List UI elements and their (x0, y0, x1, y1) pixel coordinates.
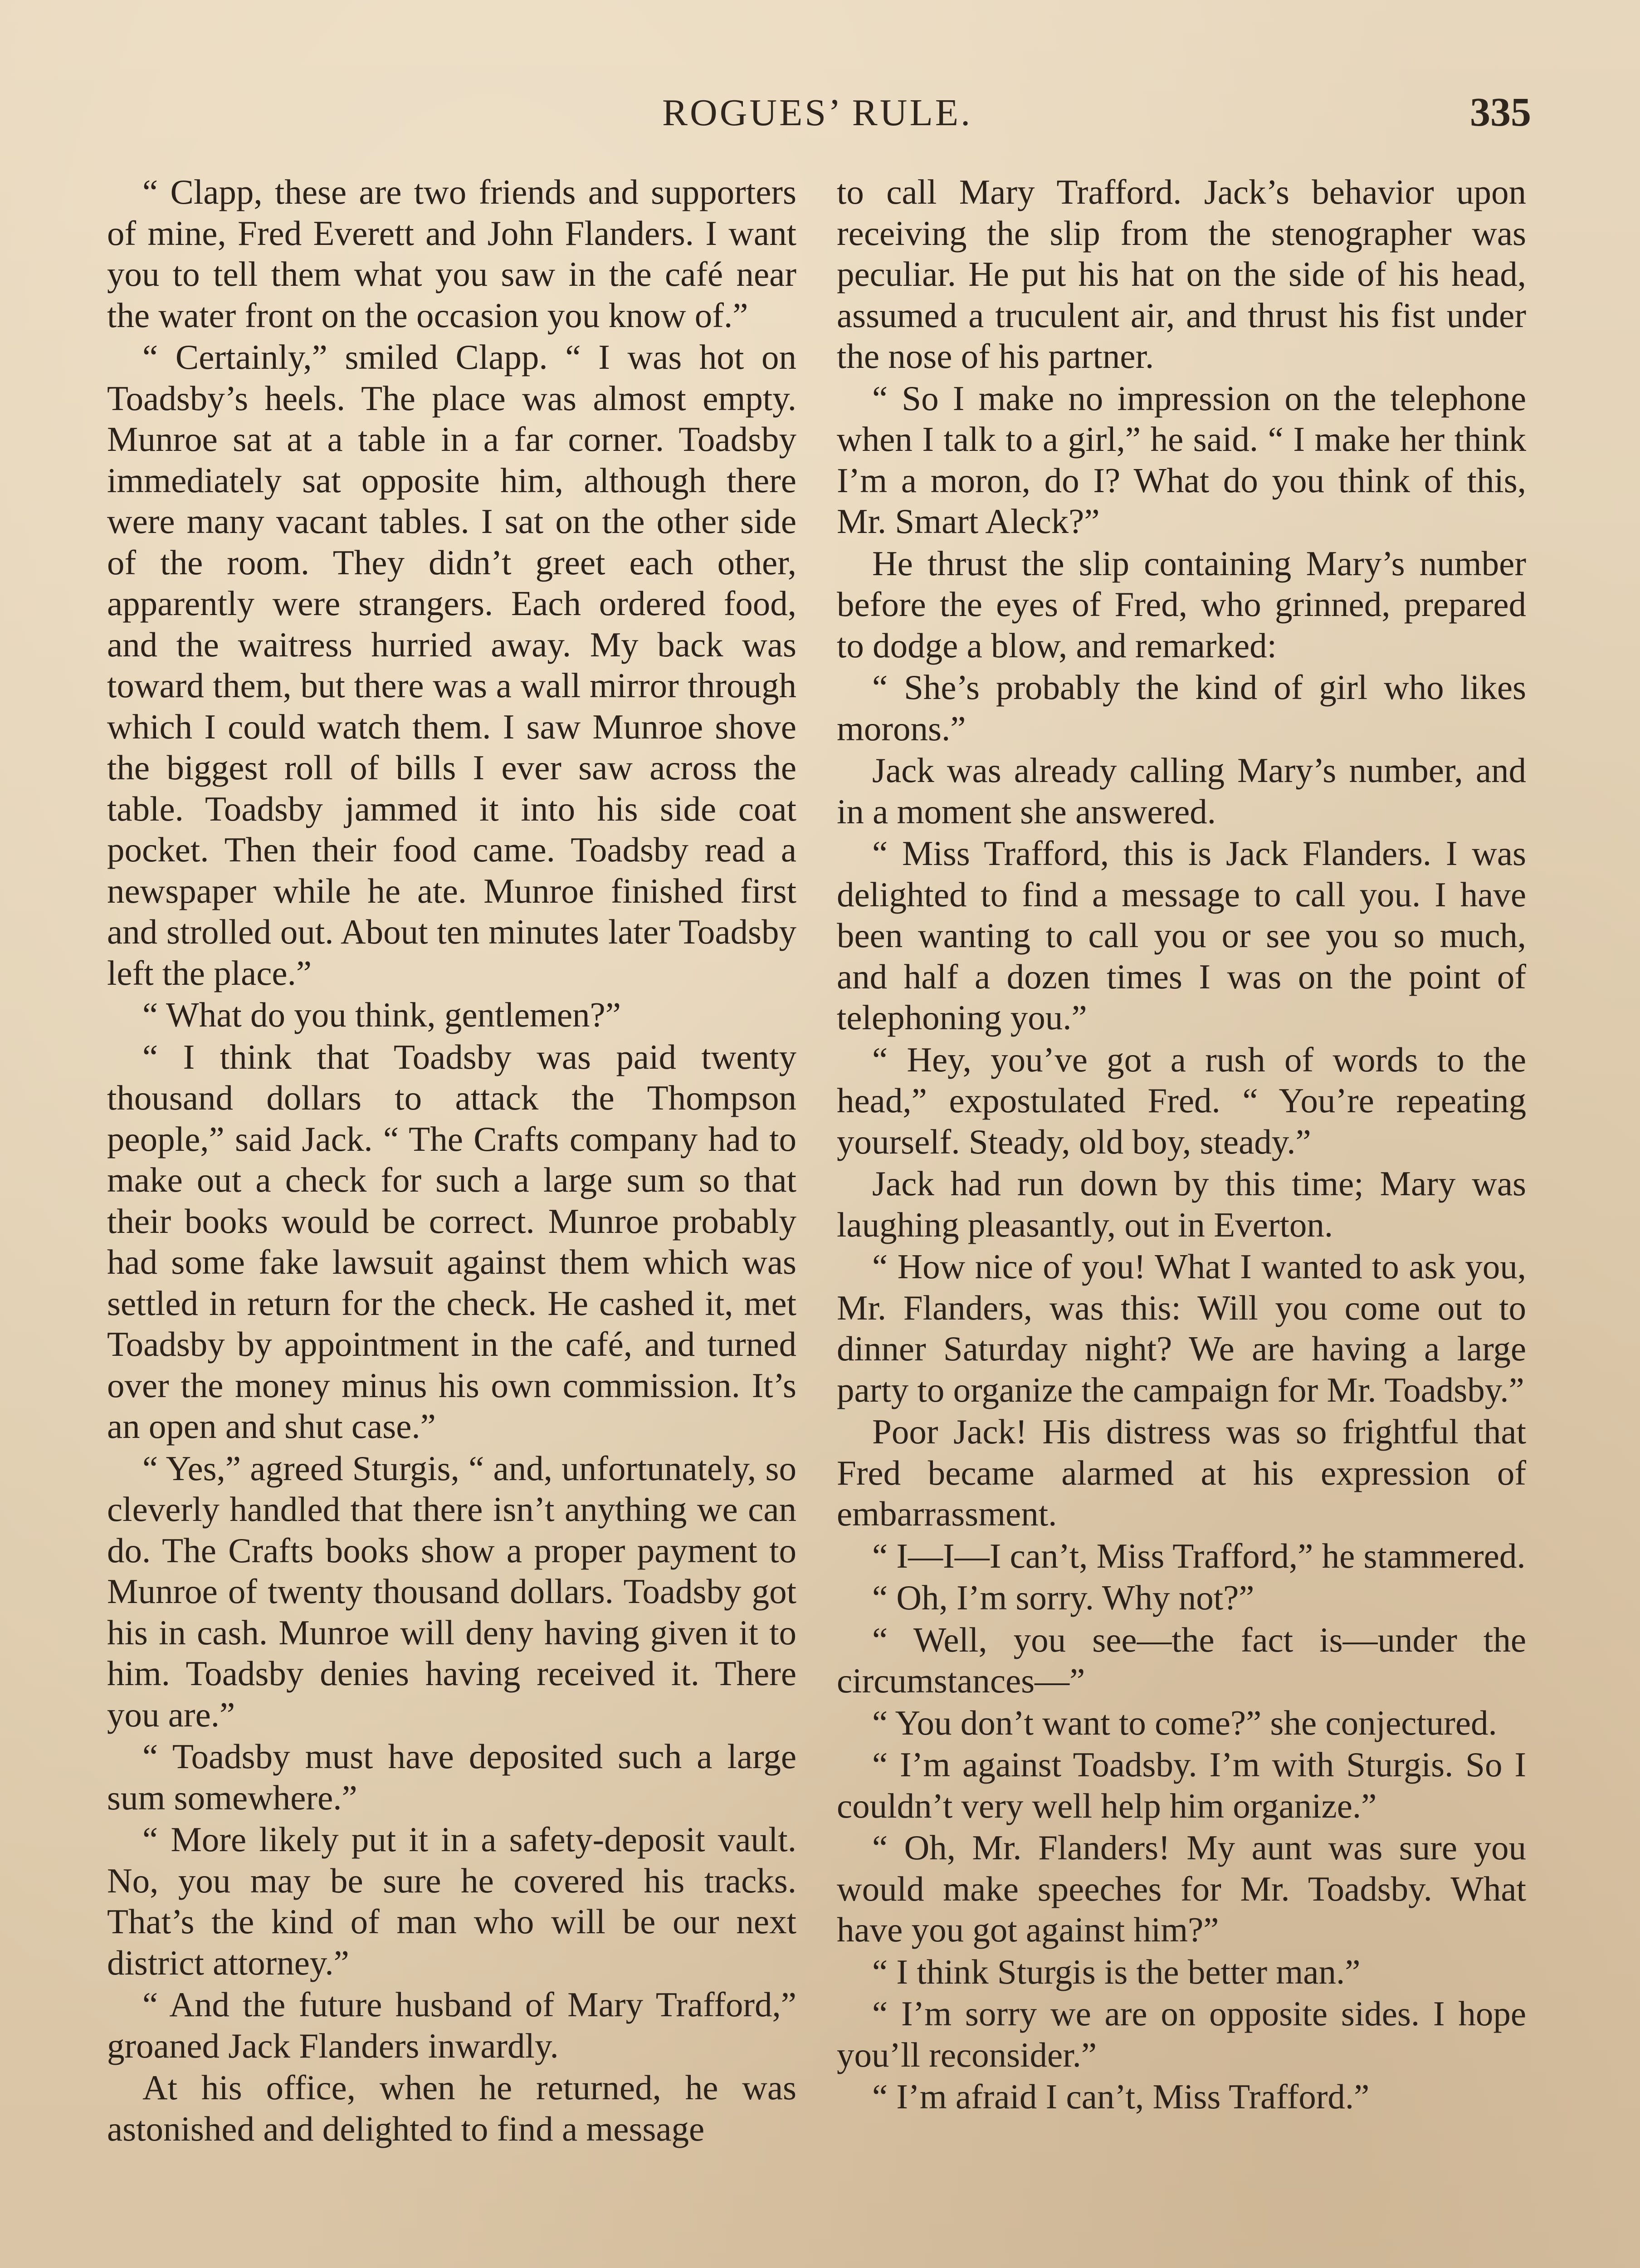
paragraph: Jack was already calling Mary’s number, and in a moment she answered. (837, 751, 1526, 831)
paragraph: “ How nice of you! What I wanted to ask you, Mr. Flanders, was this: Will you come out to dinner Saturday night? We are having a large party to organize the campaign for Mr. Toadsby.” (837, 1247, 1526, 1409)
paragraph: “ Hey, you’ve got a rush of words to the head,” expostulated Fred. “ You’re repeating yourself. Steady, old boy, steady.” (837, 1040, 1526, 1161)
right-text-column (837, 171, 1526, 2118)
paragraph: “ I’m sorry we are on opposite sides. I hope you’ll reconsider.” (837, 1994, 1526, 2074)
paragraph-continued: to call Mary Trafford. Jack’s behavior upon receiving the slip from the stenographer was peculiar. He put his hat on the side of his head, assumed a truculent air, and thrust his fist under the nose of his partner. (837, 172, 1526, 376)
paragraph: “ I’m afraid I can’t, Miss Trafford.” (872, 2077, 1370, 2116)
left-text-column (107, 171, 796, 2150)
paragraph: “ I think that Toadsby was paid twenty thousand dollars to attack the Thompson people,” said Jack. “ The Crafts company had to make out a check for such a large sum so that their books would be correct. Munroe probably had some fake lawsuit against them which was settled in return for the check. He cashed it, met Toadsby by appointment in the café, and turned over the money minus his own commission. It’s an open and shut case.” (107, 1037, 796, 1446)
paragraph: “ And the future husband of Mary Trafford,” groaned Jack Flanders inwardly. (107, 1985, 796, 2065)
paragraph: Poor Jack! His distress was so frightful that Fred became alarmed at his expression of embarrassment. (837, 1412, 1526, 1533)
paragraph: He thrust the slip containing Mary’s number before the eyes of Fred, who grinned, prepared to dodge a blow, and remarked: (837, 543, 1526, 665)
paragraph: “ I’m against Toadsby. I’m with Sturgis. So I couldn’t very well help him organize.” (837, 1745, 1526, 1825)
paragraph: “ So I make no impression on the telephone when I talk to a girl,” he said. “ I make her think I’m a moron, do I? What do you think of this, Mr. Smart Aleck?” (837, 378, 1526, 541)
paragraph: “ More likely put it in a safety-deposit vault. No, you may be sure he covered his tracks. That’s the kind of man who will be our next district attorney.” (107, 1820, 796, 1982)
page-number: 335 (1470, 90, 1531, 135)
running-title: ROGUES’ RULE. (662, 92, 973, 134)
paragraph: “ Well, you see—the fact is—under the circumstances—” (837, 1620, 1526, 1700)
paragraph: “ Miss Trafford, this is Jack Flanders. I was delighted to find a message to call you. I have been wanting to call you or see you so much, and half a dozen times I was on the point of telephoning you.” (837, 834, 1526, 1037)
paragraph: “ You don’t want to come?” she conjectured. (872, 1703, 1497, 1742)
paragraph: Jack had run down by this time; Mary was laughing pleasantly, out in Everton. (837, 1164, 1526, 1244)
paragraph: “ What do you think, gentlemen?” (142, 995, 621, 1034)
paragraph: “ I think Sturgis is the better man.” (872, 1952, 1361, 1991)
paragraph: “ Oh, Mr. Flanders! My aunt was sure you would make speeches for Mr. Toadsby. What have you got against him?” (837, 1828, 1526, 1949)
paragraph: “ Clapp, these are two friends and supporters of mine, Fred Everett and John Flanders. I want you to tell them what you saw in the café near the water front on the occasion you know of.” (107, 172, 796, 335)
paragraph: At his office, when he returned, he was astonished and delighted to find a message (107, 2068, 796, 2148)
paragraph: “ Yes,” agreed Sturgis, “ and, unfortunately, so cleverly handled that there isn’t anything we can do. The Crafts books show a proper payment to Munroe of twenty thousand dollars. Toadsby got his in cash. Munroe will deny having given it to him. Toadsby denies having received it. There you are.” (107, 1448, 796, 1734)
paragraph: “ Certainly,” smiled Clapp. “ I was hot on Toadsby’s heels. The place was almost empty. Munroe sat at a table in a far corner. Toadsby immediately sat opposite him, although there were many vacant tables. I sat on the other side of the room. They didn’t greet each other, apparently were strangers. Each ordered food, and the waitress hurried away. My back was toward them, but there was a wall mirror through which I could watch them. I saw Munroe shove the biggest roll of bills I ever saw across the table. Toadsby jammed it into his side coat pocket. Then their food came. Toadsby read a newspaper while he ate. Munroe finished first and strolled out. About ten minutes later Toadsby left the place.” (107, 337, 796, 992)
paragraph: “ She’s probably the kind of girl who likes morons.” (837, 668, 1526, 748)
paragraph: “ Toadsby must have deposited such a large sum somewhere.” (107, 1737, 796, 1817)
paragraph: “ Oh, I’m sorry. Why not?” (872, 1578, 1254, 1617)
paragraph: “ I—I—I can’t, Miss Trafford,” he stammered. (872, 1536, 1526, 1575)
